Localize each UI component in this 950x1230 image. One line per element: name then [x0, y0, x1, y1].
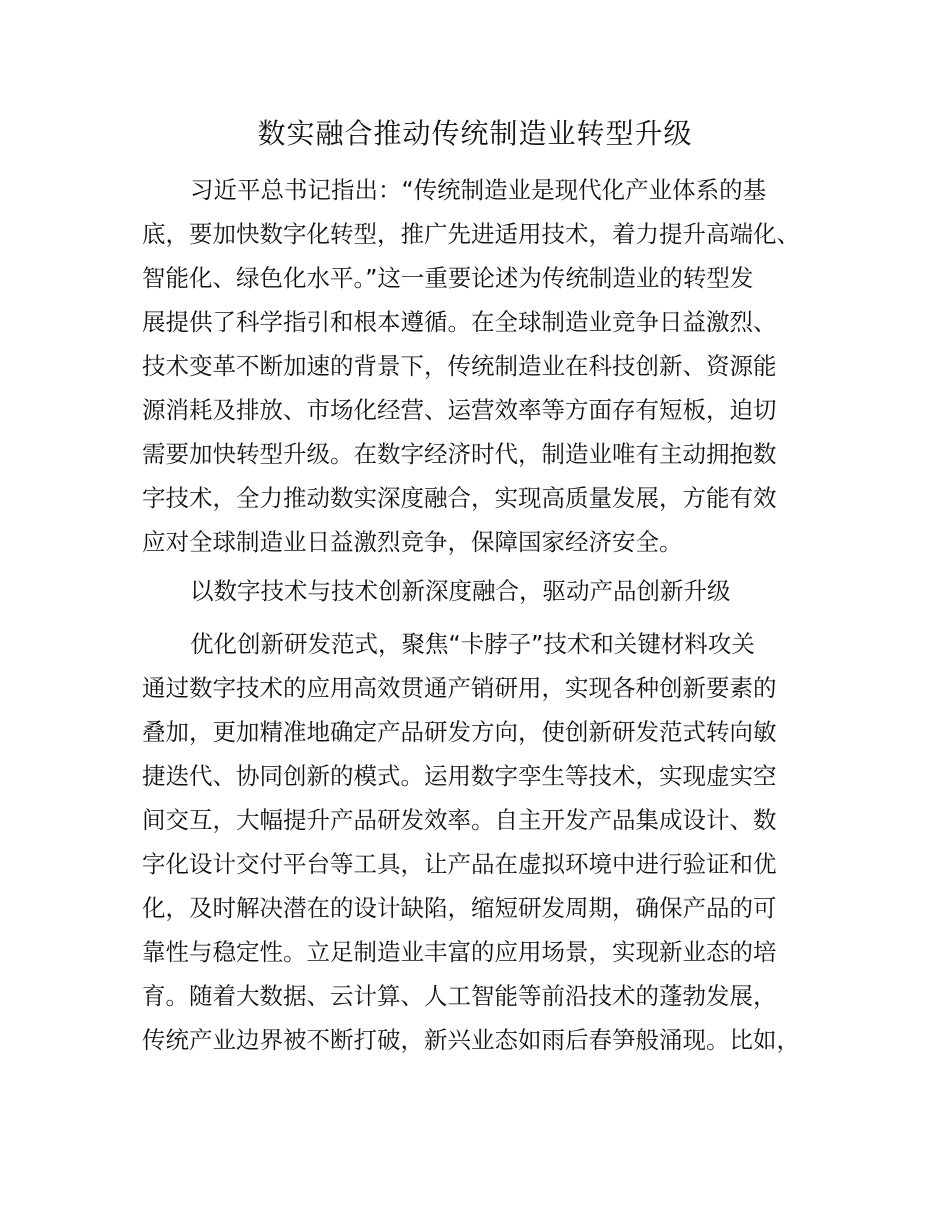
- paragraph2-line: 叠加，更加精准地确定产品研发方向，使创新研发范式转向敏: [142, 718, 777, 746]
- paragraph1-line: 智能化、绿色化水平。”这一重要论述为传统制造业的转型发: [142, 264, 754, 292]
- paragraph2-line: 靠性与稳定性。立足制造业丰富的应用场景，实现新业态的培: [142, 938, 777, 966]
- paragraph1-line: 习近平总书记指出：“传统制造业是现代化产业体系的基: [190, 176, 767, 204]
- paragraph2-line: 化，及时解决潜在的设计缺陷，缩短研发周期，确保产品的可: [142, 894, 777, 922]
- paragraph2-line: 间交互，大幅提升产品研发效率。自主开发产品集成设计、数: [142, 806, 777, 834]
- paragraph1-line: 展提供了科学指引和根本遵循。在全球制造业竞争日益激烈、: [142, 308, 777, 336]
- paragraph2-line: 通过数字技术的应用高效贯通产销研用，实现各种创新要素的: [142, 674, 777, 702]
- paragraph1-line: 应对全球制造业日益激烈竞争，保障国家经济安全。: [142, 528, 683, 556]
- paragraph2-line: 字化设计交付平台等工具，让产品在虚拟环境中进行验证和优: [142, 850, 777, 878]
- paragraph1-line: 字技术，全力推动数实深度融合，实现高质量发展，方能有效: [142, 484, 777, 512]
- paragraph1-line: 源消耗及排放、市场化经营、运营效率等方面存有短板，迫切: [142, 396, 777, 424]
- paragraph2-line: 捷迭代、协同创新的模式。运用数字孪生等技术，实现虚实空: [142, 762, 777, 790]
- paragraph2-line: 育。随着大数据、云计算、人工智能等前沿技术的蓬勃发展，: [142, 982, 777, 1010]
- paragraph1-line: 底，要加快数字化转型，推广先进适用技术，着力提升高端化、: [142, 220, 800, 248]
- paragraph1-line: 需要加快转型升级。在数字经济时代，制造业唯有主动拥抱数: [142, 440, 777, 468]
- page-title: 数实融合推动传统制造业转型升级: [257, 117, 693, 150]
- paragraph1-line: 技术变革不断加速的背景下，传统制造业在科技创新、资源能: [142, 352, 777, 380]
- section-heading: 以数字技术与技术创新深度融合，驱动产品创新升级: [190, 577, 731, 605]
- paragraph2-line: 传统产业边界被不断打破，新兴业态如雨后春笋般涌现。比如，: [142, 1026, 800, 1054]
- paragraph2-line: 优化创新研发范式，聚焦“卡脖子”技术和关键材料攻关: [190, 630, 755, 658]
